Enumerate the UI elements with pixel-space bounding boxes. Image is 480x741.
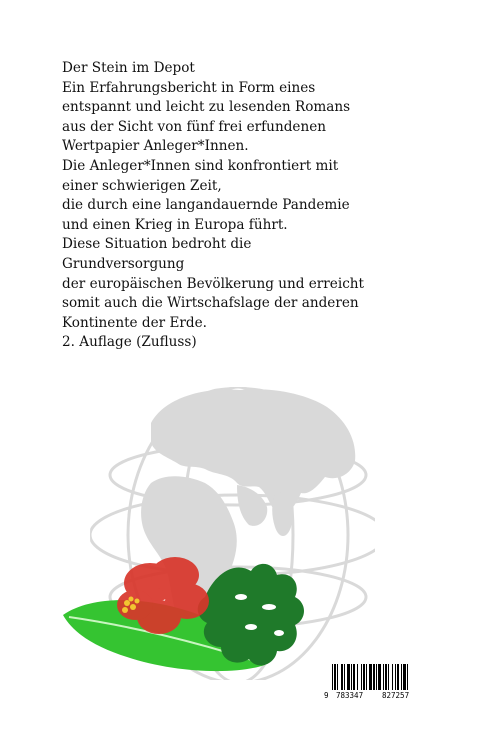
blurb-line: somit auch die Wirtschafslage der anderen (62, 295, 359, 312)
isbn-barcode (322, 664, 430, 704)
barcode-bar (341, 664, 343, 690)
flower-stamen (135, 599, 140, 604)
barcode-bar (351, 664, 352, 690)
blurb-line: Wertpapier Anleger*Innen. (62, 138, 249, 155)
barcode-bar (337, 664, 338, 690)
barcode-bar (378, 664, 381, 690)
barcode-bar (383, 664, 384, 690)
blurb-line: Die Anleger*Innen sind konfrontiert mit (62, 157, 339, 174)
globe-flower-illustration (55, 335, 375, 680)
barcode-bar (401, 664, 402, 690)
barcode-bar (353, 664, 355, 690)
blurb-line: Grundversorgung (62, 255, 185, 272)
barcode-bar (332, 664, 333, 690)
barcode-bar (395, 664, 396, 690)
barcode-bar (388, 664, 389, 690)
edition-note: 2. Auflage (Zufluss) (62, 334, 197, 351)
blurb-line: und einen Krieg in Europa führt. (62, 216, 288, 233)
barcode-bar (361, 664, 362, 690)
flower-stamen (122, 607, 128, 613)
blurb-title: Der Stein im Depot (62, 60, 195, 76)
blurb-line: einer schwierigen Zeit, (62, 177, 222, 194)
barcode-bar (344, 664, 345, 690)
barcode-bar (392, 664, 393, 690)
barcode-digits (322, 691, 430, 703)
barcode-bar (363, 664, 365, 690)
back-cover-blurb (62, 59, 422, 353)
blurb-line: entspannt und leicht zu lesenden Romans (62, 99, 351, 116)
blurb-line: Diese Situation bedroht die (62, 236, 252, 253)
blurb-line: die durch eine langandauernde Pandemie (62, 197, 350, 214)
globe-landmass-arabia (237, 485, 267, 526)
blurb-line: aus der Sicht von fünf frei erfundenen (62, 118, 326, 135)
barcode-bar (385, 664, 387, 690)
barcode-bars (322, 664, 430, 694)
flower-stamen (129, 597, 134, 602)
blurb-line: der europäischen Bevölkerung und erreicht (62, 275, 365, 292)
barcode-digit-prefix: 9 (324, 691, 329, 700)
flower-stamen (130, 604, 136, 610)
barcode-bar (407, 664, 408, 690)
barcode-digit-group: 783347 (336, 691, 364, 700)
barcode-bar (376, 664, 377, 690)
barcode-bar (373, 664, 375, 690)
blurb-line: Kontinente der Erde. (62, 314, 207, 331)
barcode-bar (347, 664, 350, 690)
flower-stamen (124, 600, 130, 606)
barcode-bar (369, 664, 372, 690)
barcode-bar (403, 664, 406, 690)
barcode-bar (334, 664, 336, 690)
barcode-bar (366, 664, 367, 690)
blurb-line: Ein Erfahrungsbericht in Form eines (62, 79, 316, 96)
barcode-bar (397, 664, 399, 690)
barcode-digit-group: 827257 (382, 691, 410, 700)
barcode-bar (357, 664, 358, 690)
